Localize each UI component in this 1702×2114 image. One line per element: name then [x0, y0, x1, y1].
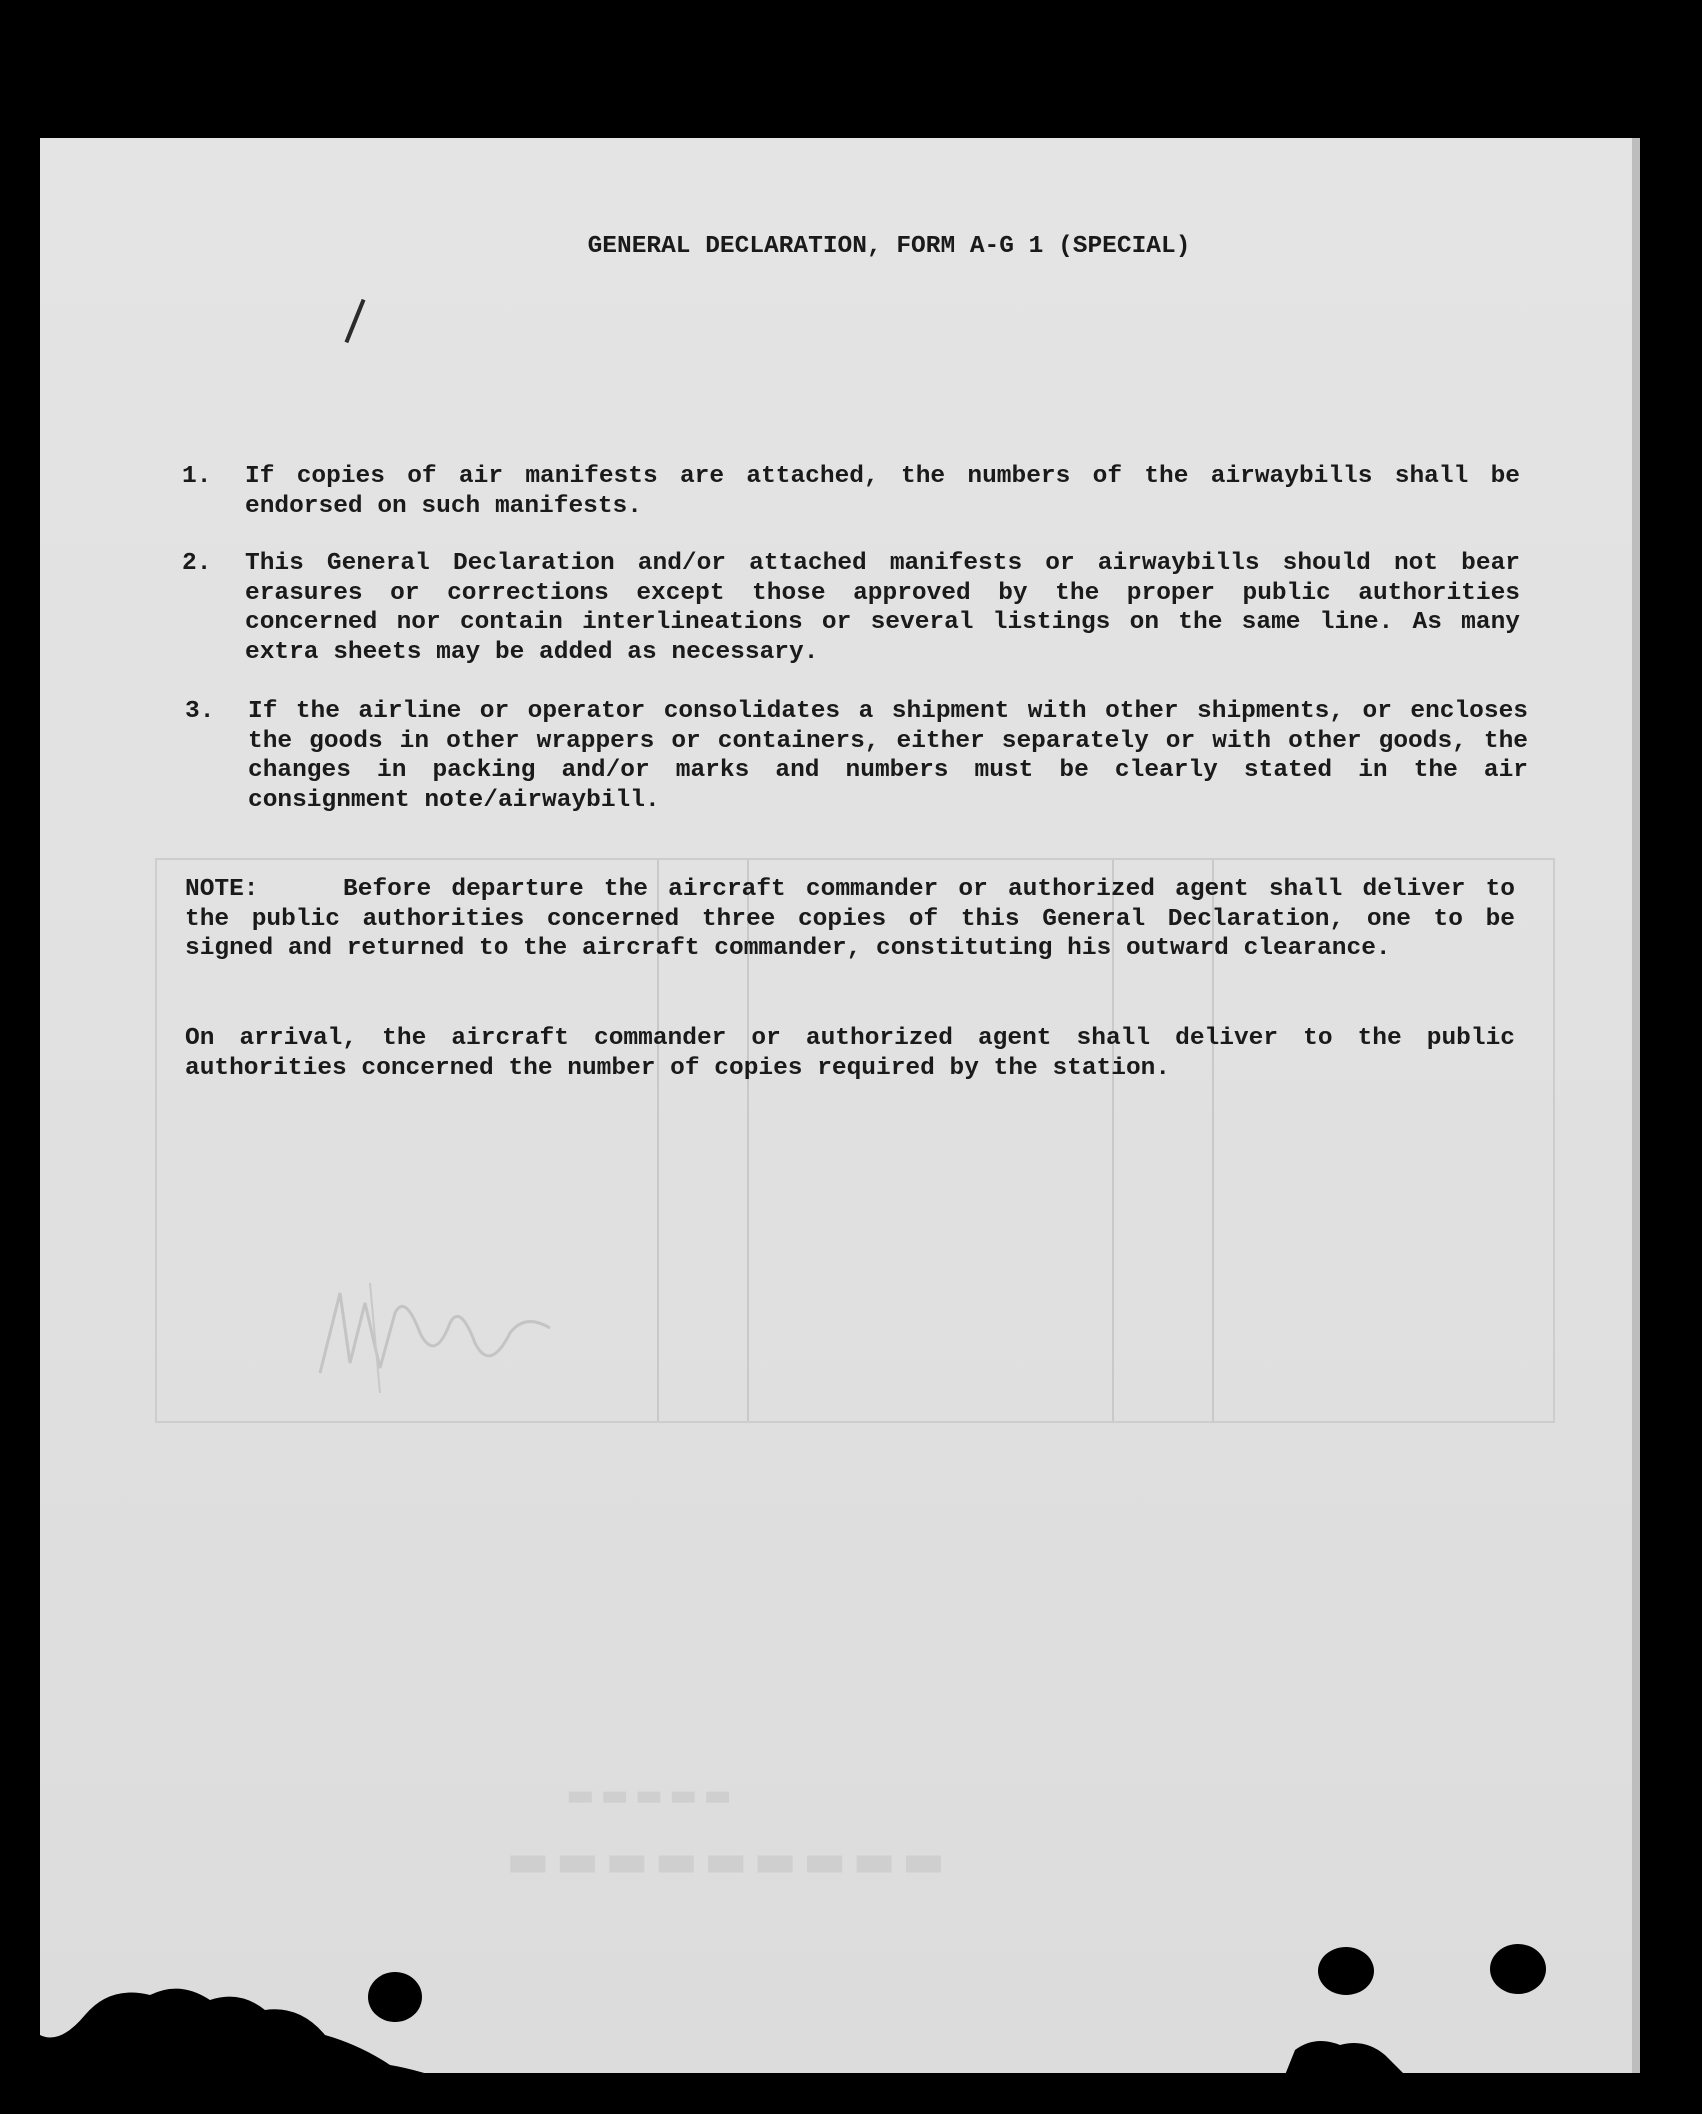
note-text: Before departure the aircraft commander or authorized agent shall deliver to the public authorities concerned three copies of this General Declaration, one to be signed and returned to the aircraft commander, constituting his outward clearance. — [185, 876, 1515, 962]
punch-hole — [1490, 1944, 1546, 1994]
note-label: NOTE: — [185, 876, 259, 903]
item-number: 2. — [182, 550, 212, 577]
faint-signature-scrawl — [310, 1273, 570, 1403]
torn-corner — [40, 1975, 460, 2085]
punch-hole — [1318, 1947, 1374, 1995]
paper-sheet — [40, 138, 1640, 2073]
bleed-through-lettering: ▬▬▬▬▬▬▬▬▬ — [500, 1833, 946, 1887]
paper-edge — [1632, 138, 1640, 2073]
item-text: This General Declaration and/or attached manifests or airwaybills should not bear erasures or corrections except those approved by the proper public authorities concerned nor contain interlineations or several listings on the same line. As many extra sheets may be added as necessary. — [245, 550, 1520, 666]
item-text: If the airline or operator consolidates a shipment with other shipments, or encloses the goods in other wrappers or containers, either separately or with other goods, the changes in packing and/or marks and numbers must be clearly stated in the air consignment note/airwaybill. — [248, 698, 1528, 814]
note-paragraph — [185, 875, 1515, 964]
page-title: GENERAL DECLARATION, FORM A-G 1 (SPECIAL) — [587, 233, 1191, 260]
torn-edge — [1285, 2030, 1405, 2075]
item-number: 3. — [185, 698, 215, 725]
arrival-paragraph: On arrival, the aircraft commander or authorized agent shall deliver to the public authorities concerned the number of copies required by the station. — [185, 1025, 1515, 1082]
item-number: 1. — [182, 463, 212, 490]
item-text: If copies of air manifests are attached, the numbers of the airwaybills shall be endorsed on such manifests. — [245, 463, 1520, 520]
bleed-through-lettering: ▬▬▬▬▬ — [560, 1778, 732, 1813]
